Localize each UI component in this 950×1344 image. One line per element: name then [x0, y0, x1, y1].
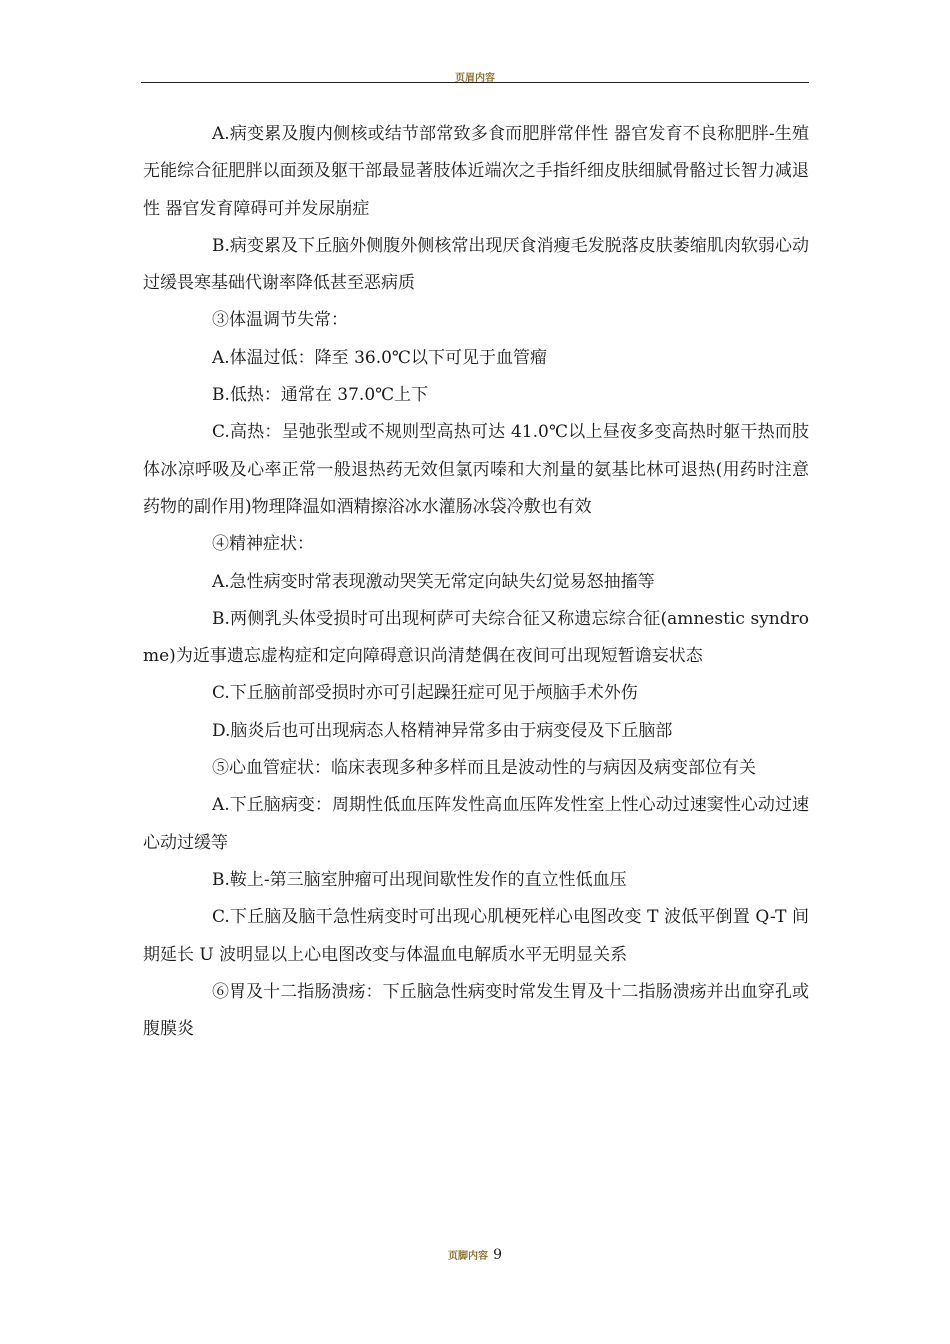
header-text: 页眉内容: [455, 73, 495, 84]
paragraph: A.急性病变时常表现激动哭笑无常定向缺失幻觉易怒抽搐等: [212, 571, 655, 592]
paragraph: D.脑炎后也可出现病态人格精神异常多由于病变侵及下丘脑部: [212, 720, 673, 741]
paragraph: C.高热：呈弛张型或不规则型高热可达 41.0℃以上昼夜多变高热时躯干热而肢体冰凉呼吸及心率正常一般退热药无效但氯丙嗪和大剂量的氨基比林可退热(用药时注意药物的副作用)物理降温如酒精擦浴冰水灌肠冰袋冷敷也有效: [143, 422, 809, 517]
page-header: [141, 66, 809, 83]
page-footer: [0, 1244, 950, 1263]
paragraph: A.病变累及腹内侧核或结节部常致多食而肥胖常伴性 器官发育不良称肥胖-生殖无能综合征肥胖以面颈及躯干部最显著肢体近端次之手指纤细皮肤细腻骨骼过长智力减退性 器官发育障碍可并发尿崩症: [143, 124, 809, 219]
paragraph: B.病变累及下丘脑外侧腹外侧核常出现厌食消瘦毛发脱落皮肤萎缩肌肉软弱心动过缓畏寒基础代谢率降低甚至恶病质: [143, 235, 809, 294]
section-heading: ⑥胃及十二指肠溃疡：下丘脑急性病变时常发生胃及十二指肠溃疡并出血穿孔或腹膜炎: [143, 981, 809, 1040]
page-number: 9: [493, 1247, 502, 1263]
paragraph: C.下丘脑前部受损时亦可引起躁狂症可见于颅脑手术外伤: [212, 683, 638, 704]
paragraph: A.下丘脑病变：周期性低血压阵发性高血压阵发性室上性心动过速窦性心动过速心动过缓等: [143, 795, 809, 853]
paragraph: B.低热：通常在 37.0℃上下: [212, 385, 429, 406]
section-heading: ③体温调节失常：: [212, 310, 348, 331]
paragraph: B.两侧乳头体受损时可出现柯萨可夫综合征又称遗忘综合征(amnestic syndrome)为近事遗忘虚构症和定向障碍意识尚清楚偶在夜间可出现短暂谵妄状态: [143, 608, 809, 667]
document-body: [143, 116, 809, 1048]
footer-label: 页脚内容: [447, 1251, 488, 1262]
paragraph: B.鞍上-第三脑室肿瘤可出现间歇性发作的直立性低血压: [212, 869, 627, 890]
section-heading: ④精神症状：: [212, 534, 314, 555]
paragraph: A.体温过低：降至 36.0℃以下可见于血管瘤: [212, 347, 547, 368]
section-heading: ⑤心血管症状：临床表现多种多样而且是波动性的与病因及病变部位有关: [212, 758, 756, 779]
paragraph: C.下丘脑及脑干急性病变时可出现心肌梗死样心电图改变 T 波低平倒置 Q-T 间期延长 U 波明显以上心电图改变与体温血电解质水平无明显关系: [143, 907, 809, 965]
